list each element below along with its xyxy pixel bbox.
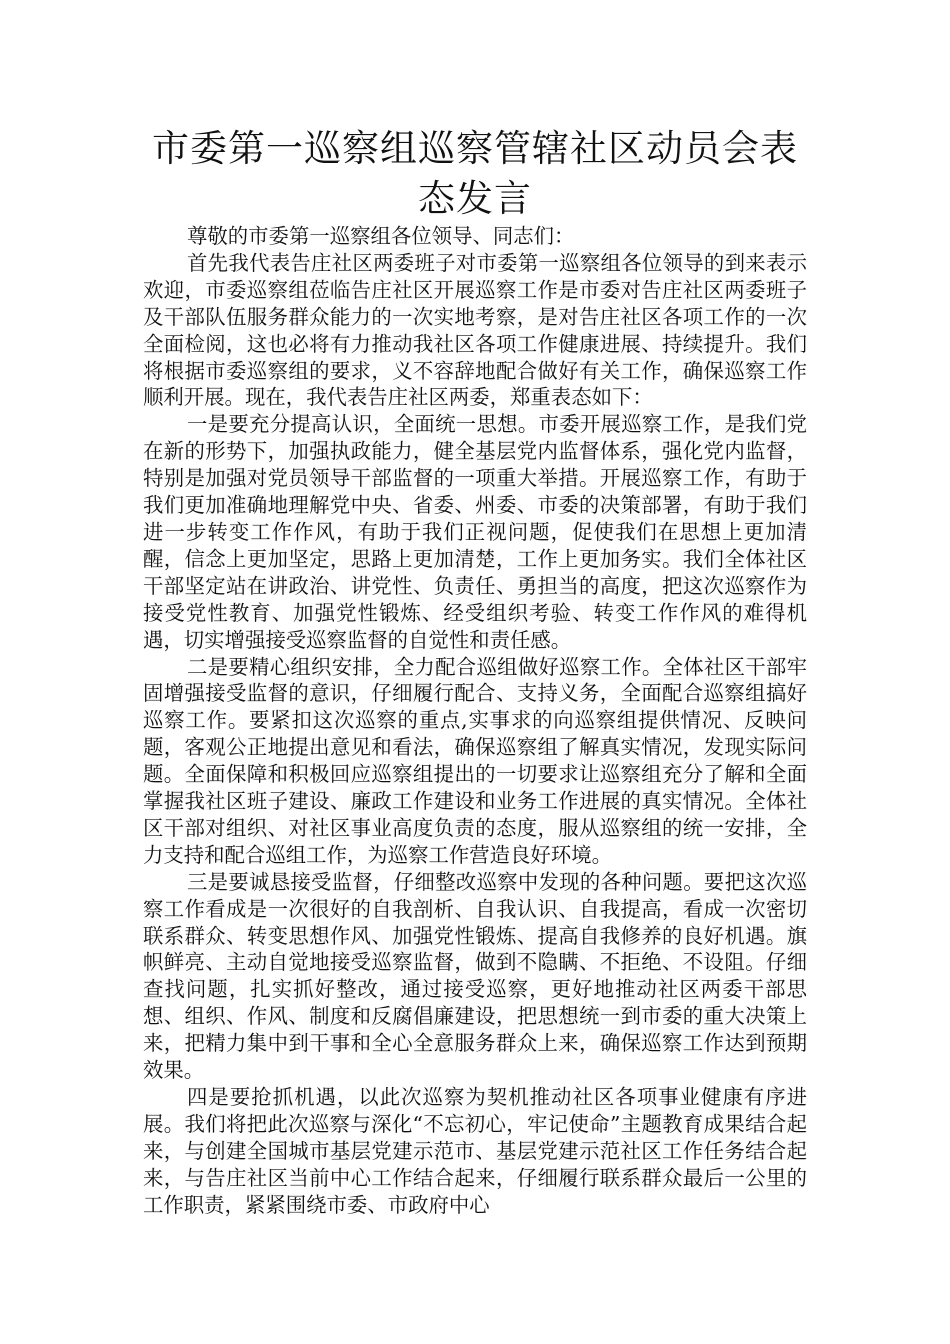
document-body bbox=[143, 223, 807, 1219]
paragraph-point-three: 三是要诚恳接受监督，仔细整改巡察中发现的各种问题。要把这次巡察工作看成是一次很好的自我剖析、自我认识、自我提高，看成一次密切联系群众、转变思想作风、加强党性锻炼、提高自我修养的良好机遇。旗帜鲜亮、主动自觉地接受巡察监督，做到不隐瞒、不拒绝、不设阻。仔细查找问题，扎实抓好整改，通过接受巡察，更好地推动社区两委干部思想、组织、作风、制度和反腐倡廉建设，把思想统一到市委的重大决策上来，把精力集中到干事和全心全意服务群众上来，确保巡察工作达到预期效果。 bbox=[143, 869, 807, 1083]
paragraph-point-one: 一是要充分提高认识，全面统一思想。市委开展巡察工作，是我们党在新的形势下，加强执政能力，健全基层党内监督体系，强化党内监督，特别是加强对党员领导干部监督的一项重大举措。开展巡察工作，有助于我们更加准确地理解党中央、省委、州委、市委的决策部署，有助于我们进一步转变工作作风，有助于我们正视问题，促使我们在思想上更加清醒，信念上更加坚定，思路上更加清楚，工作上更加务实。我们全体社区干部坚定站在讲政治、讲党性、负责任、勇担当的高度，把这次巡察作为接受党性教育、加强党性锻炼、经受组织考验、转变工作作风的难得机遇，切实增强接受巡察监督的自觉性和责任感。 bbox=[143, 412, 807, 652]
paragraph-point-four: 四是要抢抓机遇，以此次巡察为契机推动社区各项事业健康有序进展。我们将把此次巡察与深化“不忘初心，牢记使命”主题教育成果结合起来，与创建全国城市基层党建示范市、基层党建示范社区工作任务结合起来，与告庄社区当前中心工作结合起来，仔细履行联系群众最后一公里的工作职责，紧紧围绕市委、市政府中心 bbox=[143, 1085, 807, 1217]
paragraph-point-two: 二是要精心组织安排，全力配合巡组做好巡察工作。全体社区干部牢固增强接受监督的意识，仔细履行配合、支持义务，全面配合巡察组搞好巡察工作。要紧扣这次巡察的重点,实事求的向巡察组提供情况、反映问题，客观公正地提出意见和看法，确保巡察组了解真实情况，发现实际问题。全面保障和积极回应巡察组提出的一切要求让巡察组充分了解和全面掌握我社区班子建设、廉政工作建设和业务工作进展的真实情况。全体社区干部对组织、对社区事业高度负责的态度，服从巡察组的统一安排，全力支持和配合巡组工作，为巡察工作营造良好环境。 bbox=[143, 654, 807, 867]
paragraph-opening: 首先我代表告庄社区两委班子对市委第一巡察组各位领导的到来表示欢迎，市委巡察组莅临告庄社区开展巡察工作是市委对告庄社区两委班子及干部队伍服务群众能力的一次实地考察，是对告庄社区各项工作的一次全面检阅，这也必将有力推动我社区各项工作健康进展、持续提升。我们将根据市委巡察组的要求，义不容辞地配合做好有关工作，确保巡察工作顺利开展。现在，我代表告庄社区两委，郑重表态如下： bbox=[143, 250, 807, 410]
salutation: 尊敬的市委第一巡察组各位领导、同志们： bbox=[187, 224, 575, 248]
document-title: 市委第一巡察组巡察管辖社区动员会表态发言 bbox=[152, 127, 798, 220]
